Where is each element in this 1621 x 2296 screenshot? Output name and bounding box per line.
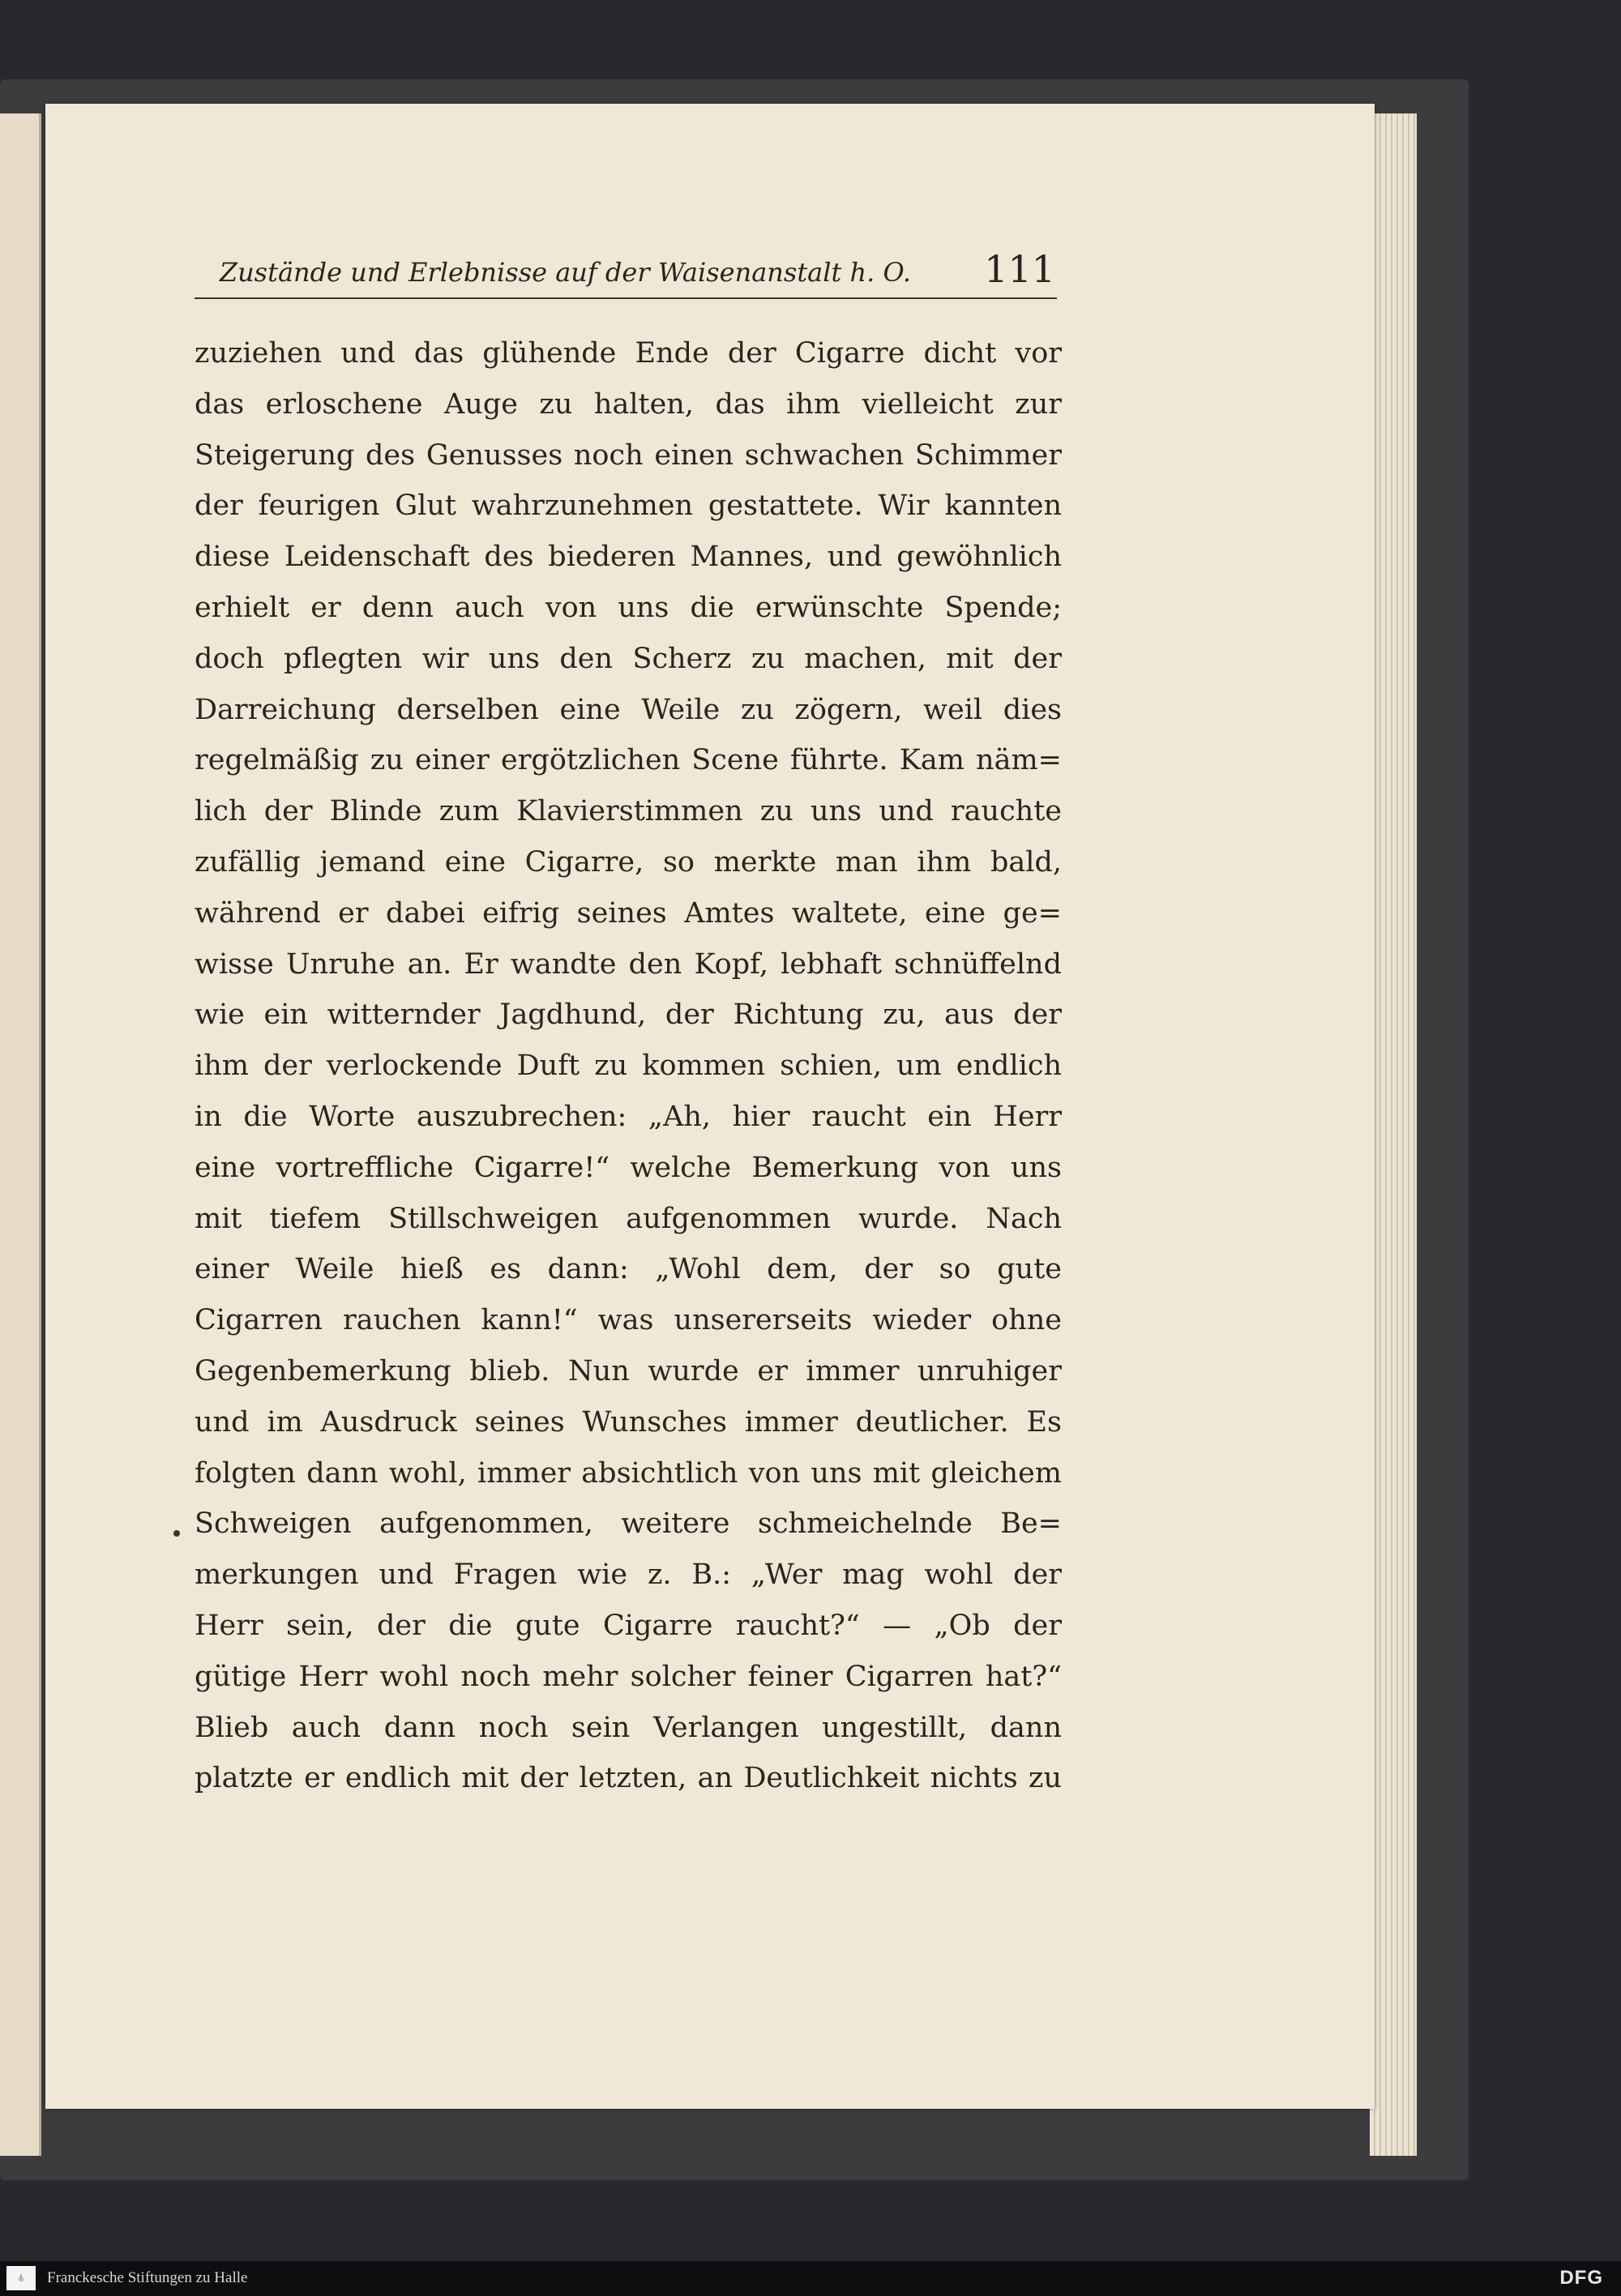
margin-mark: [173, 1530, 180, 1537]
institution-logo-icon: ⛪: [6, 2266, 36, 2290]
text-line: das erloschene Auge zu halten, das ihm vielleicht zur: [195, 387, 1062, 421]
viewer-footer: [0, 2261, 1621, 2296]
text-line: eine vortreffliche Cigarre!“ welche Bemerkung von uns: [195, 1151, 1062, 1184]
running-header: [195, 247, 1057, 299]
text-line: der feurigen Glut wahrzunehmen gestattete. Wir kannten: [195, 490, 1062, 523]
text-line: gütige Herr wohl noch mehr solcher feiner Cigarren hat?“: [195, 1660, 1062, 1693]
text-line: platzte er endlich mit der letzten, an Deutlichkeit nichts zu: [195, 1762, 1062, 1795]
text-line: wie ein witternder Jagdhund, der Richtung zu, aus der: [195, 998, 1062, 1032]
text-line: während er dabei eifrig seines Amtes waltete, eine ge=: [195, 896, 1062, 930]
page-number: 111: [984, 247, 1055, 291]
text-line: zufällig jemand eine Cigarre, so merkte man ihm bald,: [195, 845, 1062, 879]
text-line: ihm der verlockende Duft zu kommen schien, um endlich: [195, 1050, 1062, 1083]
text-line: Schweigen aufgenommen, weitere schmeichelnde Be=: [195, 1507, 1062, 1541]
text-line: und im Ausdruck seines Wunsches immer deutlicher. Es: [195, 1405, 1062, 1439]
left-page-edge: [0, 113, 41, 2156]
text-line: folgten dann wohl, immer absichtlich von uns mit gleichem: [195, 1456, 1062, 1490]
text-line: regelmäßig zu einer ergötzlichen Scene führte. Kam näm=: [195, 744, 1062, 777]
text-line: Blieb auch dann noch sein Verlangen ungestillt, dann: [195, 1711, 1062, 1744]
page-stack-edges: [1370, 113, 1417, 2156]
running-title: Zustände und Erlebnisse auf der Waisenanstalt h. O.: [219, 257, 911, 288]
text-line: diese Leidenschaft des biederen Mannes, und gewöhnlich: [195, 541, 1062, 574]
text-line: in die Worte auszubrechen: „Ah, hier raucht ein Herr: [195, 1100, 1062, 1133]
text-line: Gegenbemerkung blieb. Nun wurde er immer unruhiger: [195, 1354, 1062, 1387]
dfg-logo: DFG: [1559, 2267, 1603, 2289]
text-line: doch pflegten wir uns den Scherz zu machen, mit der: [195, 642, 1062, 675]
body-text: [195, 328, 1062, 1804]
text-line: Steigerung des Genusses noch einen schwachen Schimmer: [195, 438, 1062, 472]
text-line: lich der Blinde zum Klavierstimmen zu uns und rauchte: [195, 795, 1062, 828]
text-line: zuziehen und das glühende Ende der Cigarre dicht vor: [195, 337, 1062, 370]
text-line: mit tiefem Stillschweigen aufgenommen wurde. Nach: [195, 1202, 1062, 1235]
text-line: einer Weile hieß es dann: „Wohl dem, der so gute: [195, 1253, 1062, 1286]
institution-name: Franckesche Stiftungen zu Halle: [47, 2269, 248, 2286]
text-line: Herr sein, der die gute Cigarre raucht?“ — „Ob der: [195, 1609, 1062, 1642]
text-line: Darreichung derselben eine Weile zu zögern, weil dies: [195, 693, 1062, 726]
text-line: erhielt er denn auch von uns die erwünschte Spende;: [195, 591, 1062, 624]
text-line: Cigarren rauchen kann!“ was unsererseits wieder ohne: [195, 1304, 1062, 1337]
text-line: merkungen und Fragen wie z. B.: „Wer mag wohl der: [195, 1558, 1062, 1592]
text-line: wisse Unruhe an. Er wandte den Kopf, lebhaft schnüffelnd: [195, 947, 1062, 981]
